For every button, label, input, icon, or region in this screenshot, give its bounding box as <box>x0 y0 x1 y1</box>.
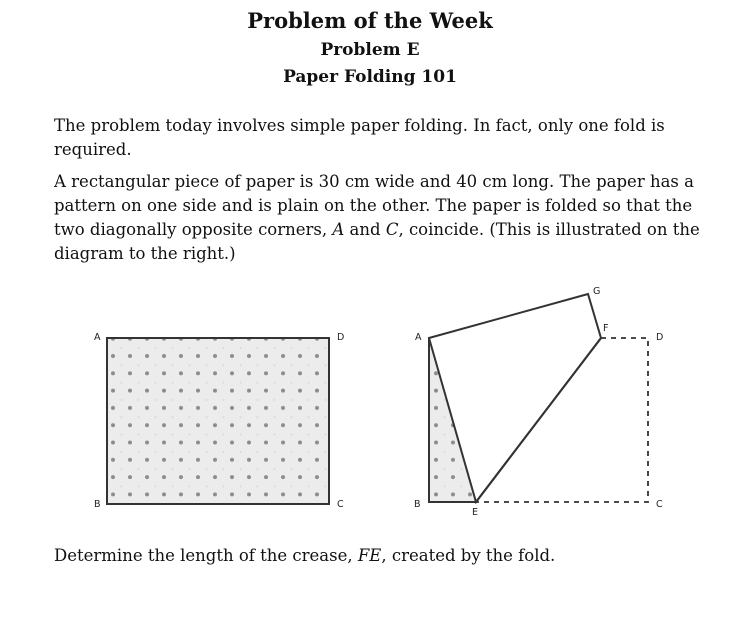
variable-fe: FE <box>357 546 382 565</box>
description-text-1: A rectangular piece of paper is 30 cm wide and 40 cm long. The paper has a pattern on one side and is plain on the other. The paper is folded so that the two diagonally opposite corners, <box>54 172 694 239</box>
label-c: C <box>656 499 663 510</box>
question-text-2: , created by the fold. <box>381 546 556 565</box>
label-a: A <box>415 332 422 343</box>
page-title: Problem of the Week <box>247 8 493 33</box>
problem-label: Problem E <box>320 40 420 60</box>
description-text-and: and <box>344 220 386 239</box>
question-paragraph <box>54 544 714 568</box>
description-text-2: , coincide. (This is illustrated on the diagram to the right.) <box>54 220 700 263</box>
diagram-folded <box>414 286 663 518</box>
variable-c: C <box>385 220 399 239</box>
label-d: D <box>656 332 664 343</box>
label-f: F <box>603 323 609 334</box>
diagram-unfolded <box>94 332 344 510</box>
label-a: A <box>94 332 101 343</box>
label-d: D <box>337 332 345 343</box>
variable-a: A <box>332 220 345 239</box>
label-b: B <box>94 499 101 510</box>
label-e: E <box>472 507 479 518</box>
label-b: B <box>414 499 421 510</box>
patterned-paper <box>107 338 329 504</box>
intro-paragraph: The problem today involves simple paper folding. In fact, only one fold is required. <box>54 116 665 159</box>
question-text-1: Determine the length of the crease, <box>54 546 358 565</box>
label-c: C <box>337 499 344 510</box>
label-g: G <box>593 286 601 297</box>
problem-subtitle: Paper Folding 101 <box>283 67 457 87</box>
